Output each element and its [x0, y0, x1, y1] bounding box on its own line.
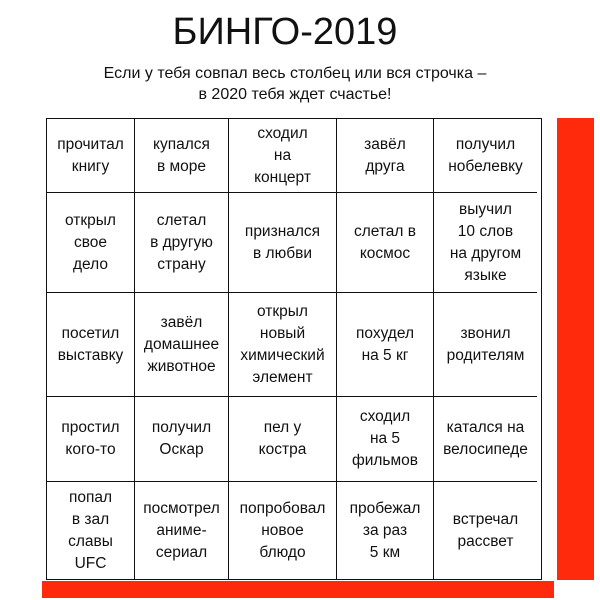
bingo-cell: [135, 119, 229, 193]
red-accent-bar-bottom: [42, 581, 554, 598]
bingo-cell-text: сходил на 5 фильмов: [351, 408, 419, 469]
bingo-cell: [337, 482, 434, 579]
bingo-cell: [47, 482, 135, 579]
bingo-cell: [47, 397, 135, 482]
subtitle-line-1: Если у тебя совпал весь столбец или вся строчка –: [103, 65, 487, 82]
bingo-cell: [229, 397, 337, 482]
page-title: БИНГО-2019: [172, 11, 398, 53]
bingo-cell: [434, 482, 537, 579]
bingo-cell: [337, 119, 434, 193]
red-accent-bar-right: [557, 118, 594, 580]
bingo-cell: [434, 119, 537, 193]
bingo-cell: [135, 293, 229, 397]
bingo-cell: [229, 293, 337, 397]
bingo-cell-text: попробовал новое блюдо: [239, 499, 326, 561]
bingo-cell-text: открыл свое дело: [65, 211, 116, 273]
bingo-cell-text: слетал в другую страну: [150, 211, 213, 273]
bingo-grid: [46, 118, 542, 580]
subtitle-line-2: в 2020 тебя ждет счастье!: [198, 86, 392, 103]
bingo-cell: [337, 193, 434, 293]
bingo-cell-text: завёл домашнее животное: [143, 313, 220, 375]
bingo-cell-text: прочитал книгу: [57, 135, 124, 175]
bingo-cell-text: катался на велосипеде: [443, 419, 528, 458]
bingo-cell: [47, 119, 135, 193]
bingo-cell: [47, 193, 135, 293]
bingo-cell-text: пел у костра: [258, 419, 307, 458]
bingo-cell: [229, 193, 337, 293]
bingo-cell-text: пробежал за раз 5 км: [349, 499, 421, 561]
bingo-cell-text: встречал рассвет: [452, 510, 519, 550]
bingo-cell: [47, 293, 135, 397]
bingo-cell-text: получил нобелевку: [448, 135, 523, 175]
bingo-cell-text: посетил выставку: [57, 324, 124, 364]
bingo-cell-text: получил Оскар: [151, 419, 212, 458]
bingo-cell: [434, 293, 537, 397]
bingo-cell-text: купался в море: [153, 135, 210, 175]
bingo-cell-text: попал в зал славы UFC: [68, 488, 113, 572]
bingo-cell-text: простил кого-то: [61, 419, 120, 458]
bingo-cell: [434, 397, 537, 482]
bingo-cell: [229, 482, 337, 579]
bingo-cell: [135, 482, 229, 579]
bingo-cell-text: звонил родителям: [446, 324, 525, 364]
bingo-cell: [135, 397, 229, 482]
bingo-cell: [337, 397, 434, 482]
bingo-cell-text: признался в любви: [244, 222, 321, 262]
bingo-cell-text: завёл друга: [364, 135, 406, 175]
bingo-cell-text: выучил 10 слов на другом языке: [449, 200, 522, 284]
bingo-cell: [337, 293, 434, 397]
bingo-cell-text: слетал в космос: [353, 222, 417, 262]
bingo-cell: [434, 193, 537, 293]
bingo-cell-text: открыл новый химический элемент: [240, 302, 325, 386]
bingo-cell: [135, 193, 229, 293]
bingo-cell: [229, 119, 337, 193]
bingo-cell-text: посмотрел аниме- сериал: [143, 499, 220, 561]
bingo-cell-text: похудел на 5 кг: [355, 324, 415, 364]
bingo-cell-text: сходил на концерт: [254, 124, 311, 186]
subtitle: [0, 63, 590, 105]
